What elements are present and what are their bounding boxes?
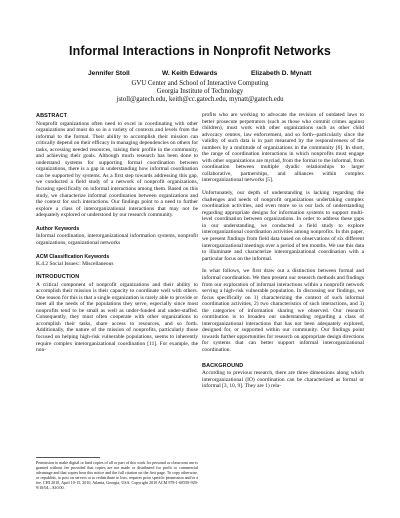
introduction-text: A critical component of nonprofit organizations and their ability to accomplish their mission is their capacity to coordinate well with others. One reason for this is that a single organization is rarely able to provide or meet all the needs of the populations they serve, especially since most nonprofits tend to be small as well as under-funded and under-staffed. Consequently, they must often cooperate with other organizations to accomplish their tasks, share access to resources, and so forth. Additionally, the nature of the mission of nonprofits, particularly those focused on helping high-risk vulnerable populations, seems to inherently require complex interorganizational coordination [11]. For example, the non-	[36, 281, 198, 354]
affiliation-block	[0, 80, 400, 105]
author-name: Elizabeth D. Mynatt	[251, 70, 312, 77]
introduction-heading: INTRODUCTION	[36, 274, 80, 281]
background-text: According to previous research, there are three dimensions along which interorganizational (IO) coordination can be characterized as formal or informal [3, 10, 9]. They are 1) rela-	[202, 370, 364, 390]
footnote-divider	[36, 457, 100, 458]
abstract-heading: ABSTRACT	[36, 113, 68, 119]
right-column	[202, 112, 364, 393]
keywords-heading: Author Keywords	[36, 225, 80, 232]
paper-title: Informal Interactions in Nonprofit Networks	[69, 44, 331, 58]
permission-notice: Permission to make digital or hard copies of all or part of this work for personal or classroom use is granted without fee provided that copies are not made or distributed for profit or commercial advantage and that copies bear this notice and the full citation on the first page. To copy otherwise, or republish, to post on servers or to redistribute to lists, requires prior specific permission and/or a fee. CHI 2010, April 10-15, 2010, Atlanta, Georgia, USA. Copyright 2010 ACM 978-1-60558-929-9/10/04....$10.00.	[36, 460, 198, 490]
left-column	[36, 113, 198, 357]
body-paragraph: Unfortunately, our depth of understanding is lacking regarding the challenges and needs of nonprofit organizations undertaking complex coordination activities, and even more so is our lack of understanding regarding appropriate designs for information systems to support multi-level coordination between organizations. In order to address these gaps in our understanding, we conducted a field study to explore interorganizational coordination activities among nonprofits. In this paper, we present findings from field data based on observations of six different interorganizational meetings over a period of ten months. We use this data to illuminate and characterize interorganizational coordination with a particular focus on the informal.	[202, 190, 364, 262]
body-paragraph: In what follows, we first draw out a distinction between formal and informal coordination. We then present our research methods and findings from our exploration of informal interactions within a nonprofit network serving a high-risk vulnerable population. In discussing our findings, we focus specifically on 1) characterizing the context of such informal coordination activities, 2) two characteristics of such interactions, and 3) the categories of information sharing we observed. Our research contribution is to broaden our understanding regarding a class of interorganizational interactions that has not been adequately explored, designed for, or supported within our community. Our findings point towards further opportunities for research on appropriate design directions for systems that can better support informal interorganizational coordination.	[202, 268, 364, 353]
affiliation-line: Georgia Institute of Technology	[156, 88, 244, 96]
background-heading: BACKGROUND	[202, 362, 244, 369]
affiliation-line: GVU Center and School of Interactive Computing	[131, 80, 269, 87]
acm-text: K.4.2 Social Issues:: Miscellaneous	[36, 261, 114, 268]
abstract-text: Nonprofit organizations often need to excel in coordinating with other organizations and must do so in a variety of contexts and levels from the informal to the formal. Their ability to accomplish their mission can critically depend on their efficacy in managing dependencies on others for tasks, accessing needed resources, raising their profile in the community, and achieving their goals. Although much research has been done to understand systems for supporting formal coordination between organizations, there is a gap in understanding how informal coordination can be supported by systems. As a first step towards addressing this gap, we conducted a field study of a network of nonprofit organizations, focusing specifically on informal interactions among them. Based on this study, we characterize informal coordination between organizations and the context for such interactions. Our findings point to a need to further explore a class of interorganizational interactions that may not be adequately explored or understood by our research community.	[36, 120, 198, 219]
author-name: Jennifer Stoll	[88, 70, 130, 77]
author-name: W. Keith Edwards	[162, 70, 218, 77]
body-paragraph: profits who are working to advocate the revision of outdated laws to better prosecute perpetrators (such as those who commit crimes against children), must work with other organizations such as other child advocacy centers, law enforcement, and so forth--particularly since the validity of such data is in part measured by the responsiveness of the numbers by a multitude of organizations in the community [6]. In short, the range of coordination interactions in which nonprofits must engage with other organizations are myriad, from the formal to the informal, from coordination between multiple dyadic relationships to larger collaborative, partnerships, and alliances within complex interorganizational networks [5].	[202, 112, 364, 184]
email-line: jstoll@gatech.edu, keith@cc.gatech.edu, mynatt@gatech.edu	[116, 96, 284, 104]
acm-heading: ACM Classification Keywords	[36, 253, 110, 260]
keywords-text: Informal coordination, interorganizational information systems, nonprofit organizations, organizational networks	[36, 233, 198, 247]
